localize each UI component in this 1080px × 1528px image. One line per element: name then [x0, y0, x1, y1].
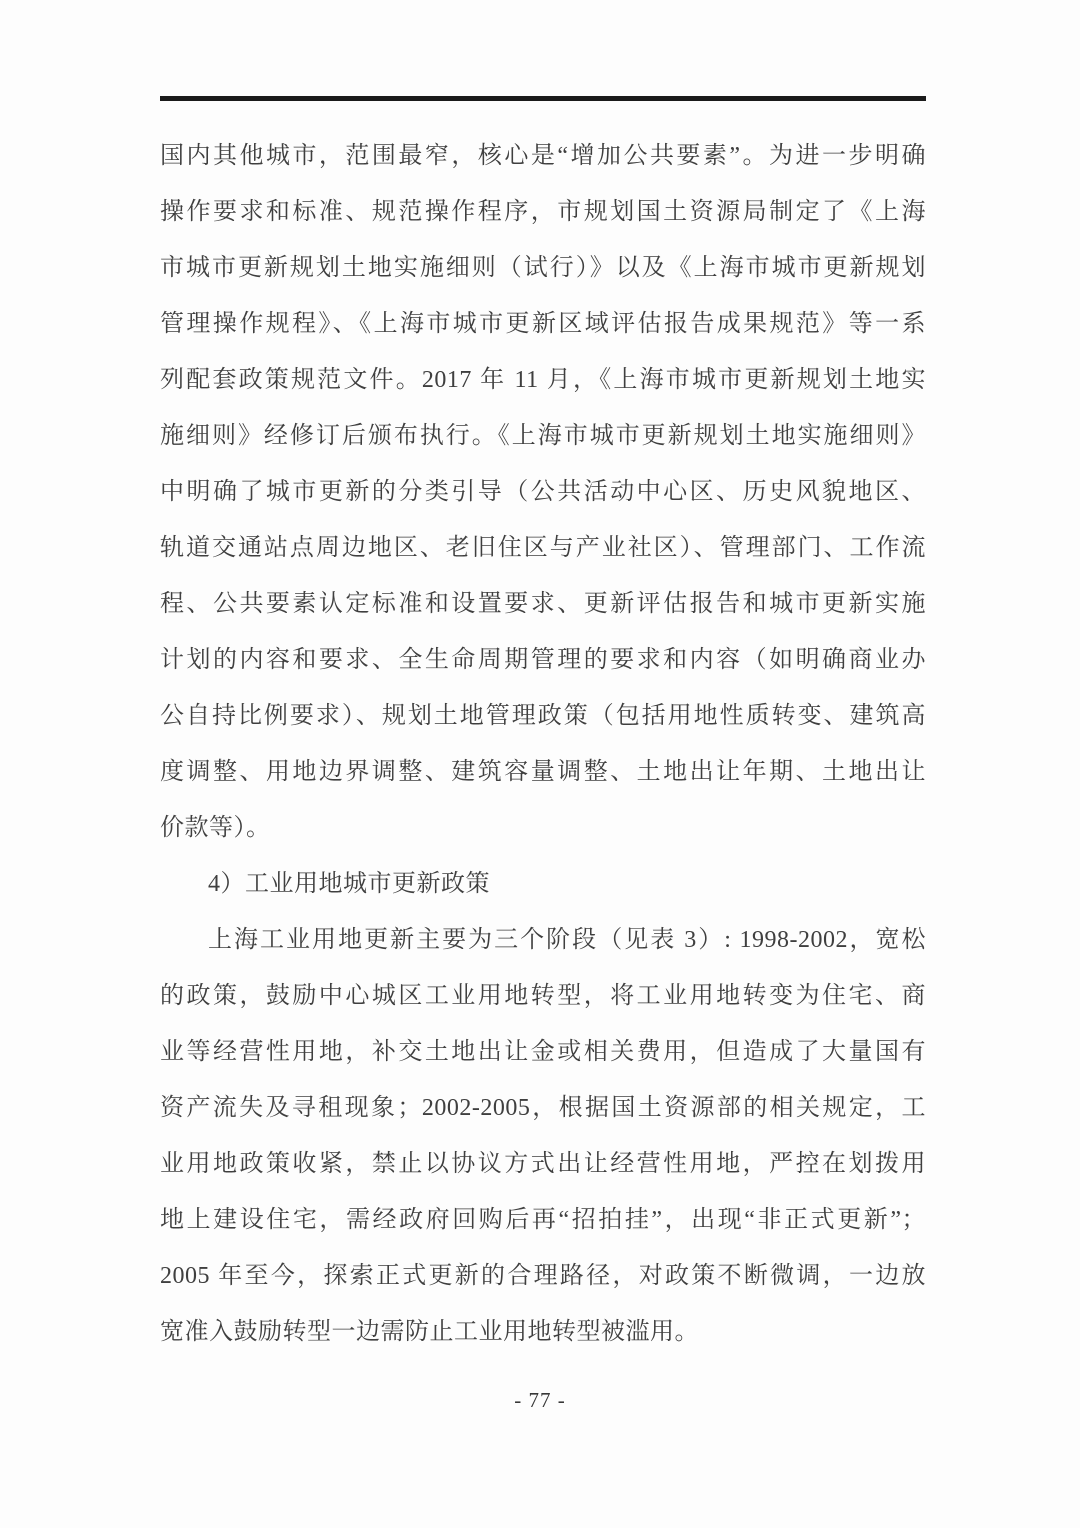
paragraph-end-line: 宽准入鼓励转型一边需防止工业用地转型被滥用。 [160, 1319, 699, 1345]
body-text-line: 轨道交通站点周边地区、老旧住区与产业社区）、管理部门、工作流 [160, 535, 926, 561]
paragraph-end-line: 价款等）。 [160, 815, 271, 841]
body-text-line: 施细则》经修订后颁布执行。《上海市城市更新规划土地实施细则》 [160, 423, 926, 449]
section-heading: 4）工业用地城市更新政策 [208, 871, 490, 897]
body-text-line: 国内其他城市，范围最窄，核心是“增加公共要素”。为进一步明确 [160, 143, 926, 169]
body-text-line: 地上建设住宅，需经政府回购后再“招拍挂”，出现“非正式更新”； [160, 1207, 926, 1233]
header-divider-rule [160, 96, 926, 101]
body-text-line: 业等经营性用地，补交土地出让金或相关费用，但造成了大量国有 [160, 1039, 926, 1065]
body-text-line: 市城市更新规划土地实施细则（试行）》以及《上海市城市更新规划 [160, 255, 926, 281]
body-text-line: 列配套政策规范文件。2017 年 11 月，《上海市城市更新规划土地实 [160, 367, 926, 393]
body-text-line: 操作要求和标准、规范操作程序，市规划国土资源局制定了《上海 [160, 199, 926, 225]
body-text-line: 2005 年至今，探索正式更新的合理路径，对政策不断微调，一边放 [160, 1263, 926, 1289]
body-text-line: 计划的内容和要求、全生命周期管理的要求和内容（如明确商业办 [160, 647, 926, 673]
body-text-line: 中明确了城市更新的分类引导（公共活动中心区、历史风貌地区、 [160, 479, 926, 505]
page-number: - 77 - [514, 1388, 566, 1412]
body-text-line: 度调整、用地边界调整、建筑容量调整、土地出让年期、土地出让 [160, 759, 926, 785]
body-text-line: 管理操作规程》、《上海市城市更新区域评估报告成果规范》等一系 [160, 311, 926, 337]
body-text-block [160, 128, 926, 1360]
body-text-line: 的政策，鼓励中心城区工业用地转型，将工业用地转变为住宅、商 [160, 983, 926, 1009]
body-text-line: 上海工业用地更新主要为三个阶段（见表 3）: 1998-2002，宽松 [208, 927, 926, 953]
body-text-line: 程、公共要素认定标准和设置要求、更新评估报告和城市更新实施 [160, 591, 926, 617]
body-text-line: 资产流失及寻租现象；2002-2005，根据国土资源部的相关规定，工 [160, 1095, 926, 1121]
body-text-line: 公自持比例要求）、规划土地管理政策（包括用地性质转变、建筑高 [160, 703, 926, 729]
body-text-line: 业用地政策收紧，禁止以协议方式出让经营性用地，严控在划拨用 [160, 1151, 926, 1177]
